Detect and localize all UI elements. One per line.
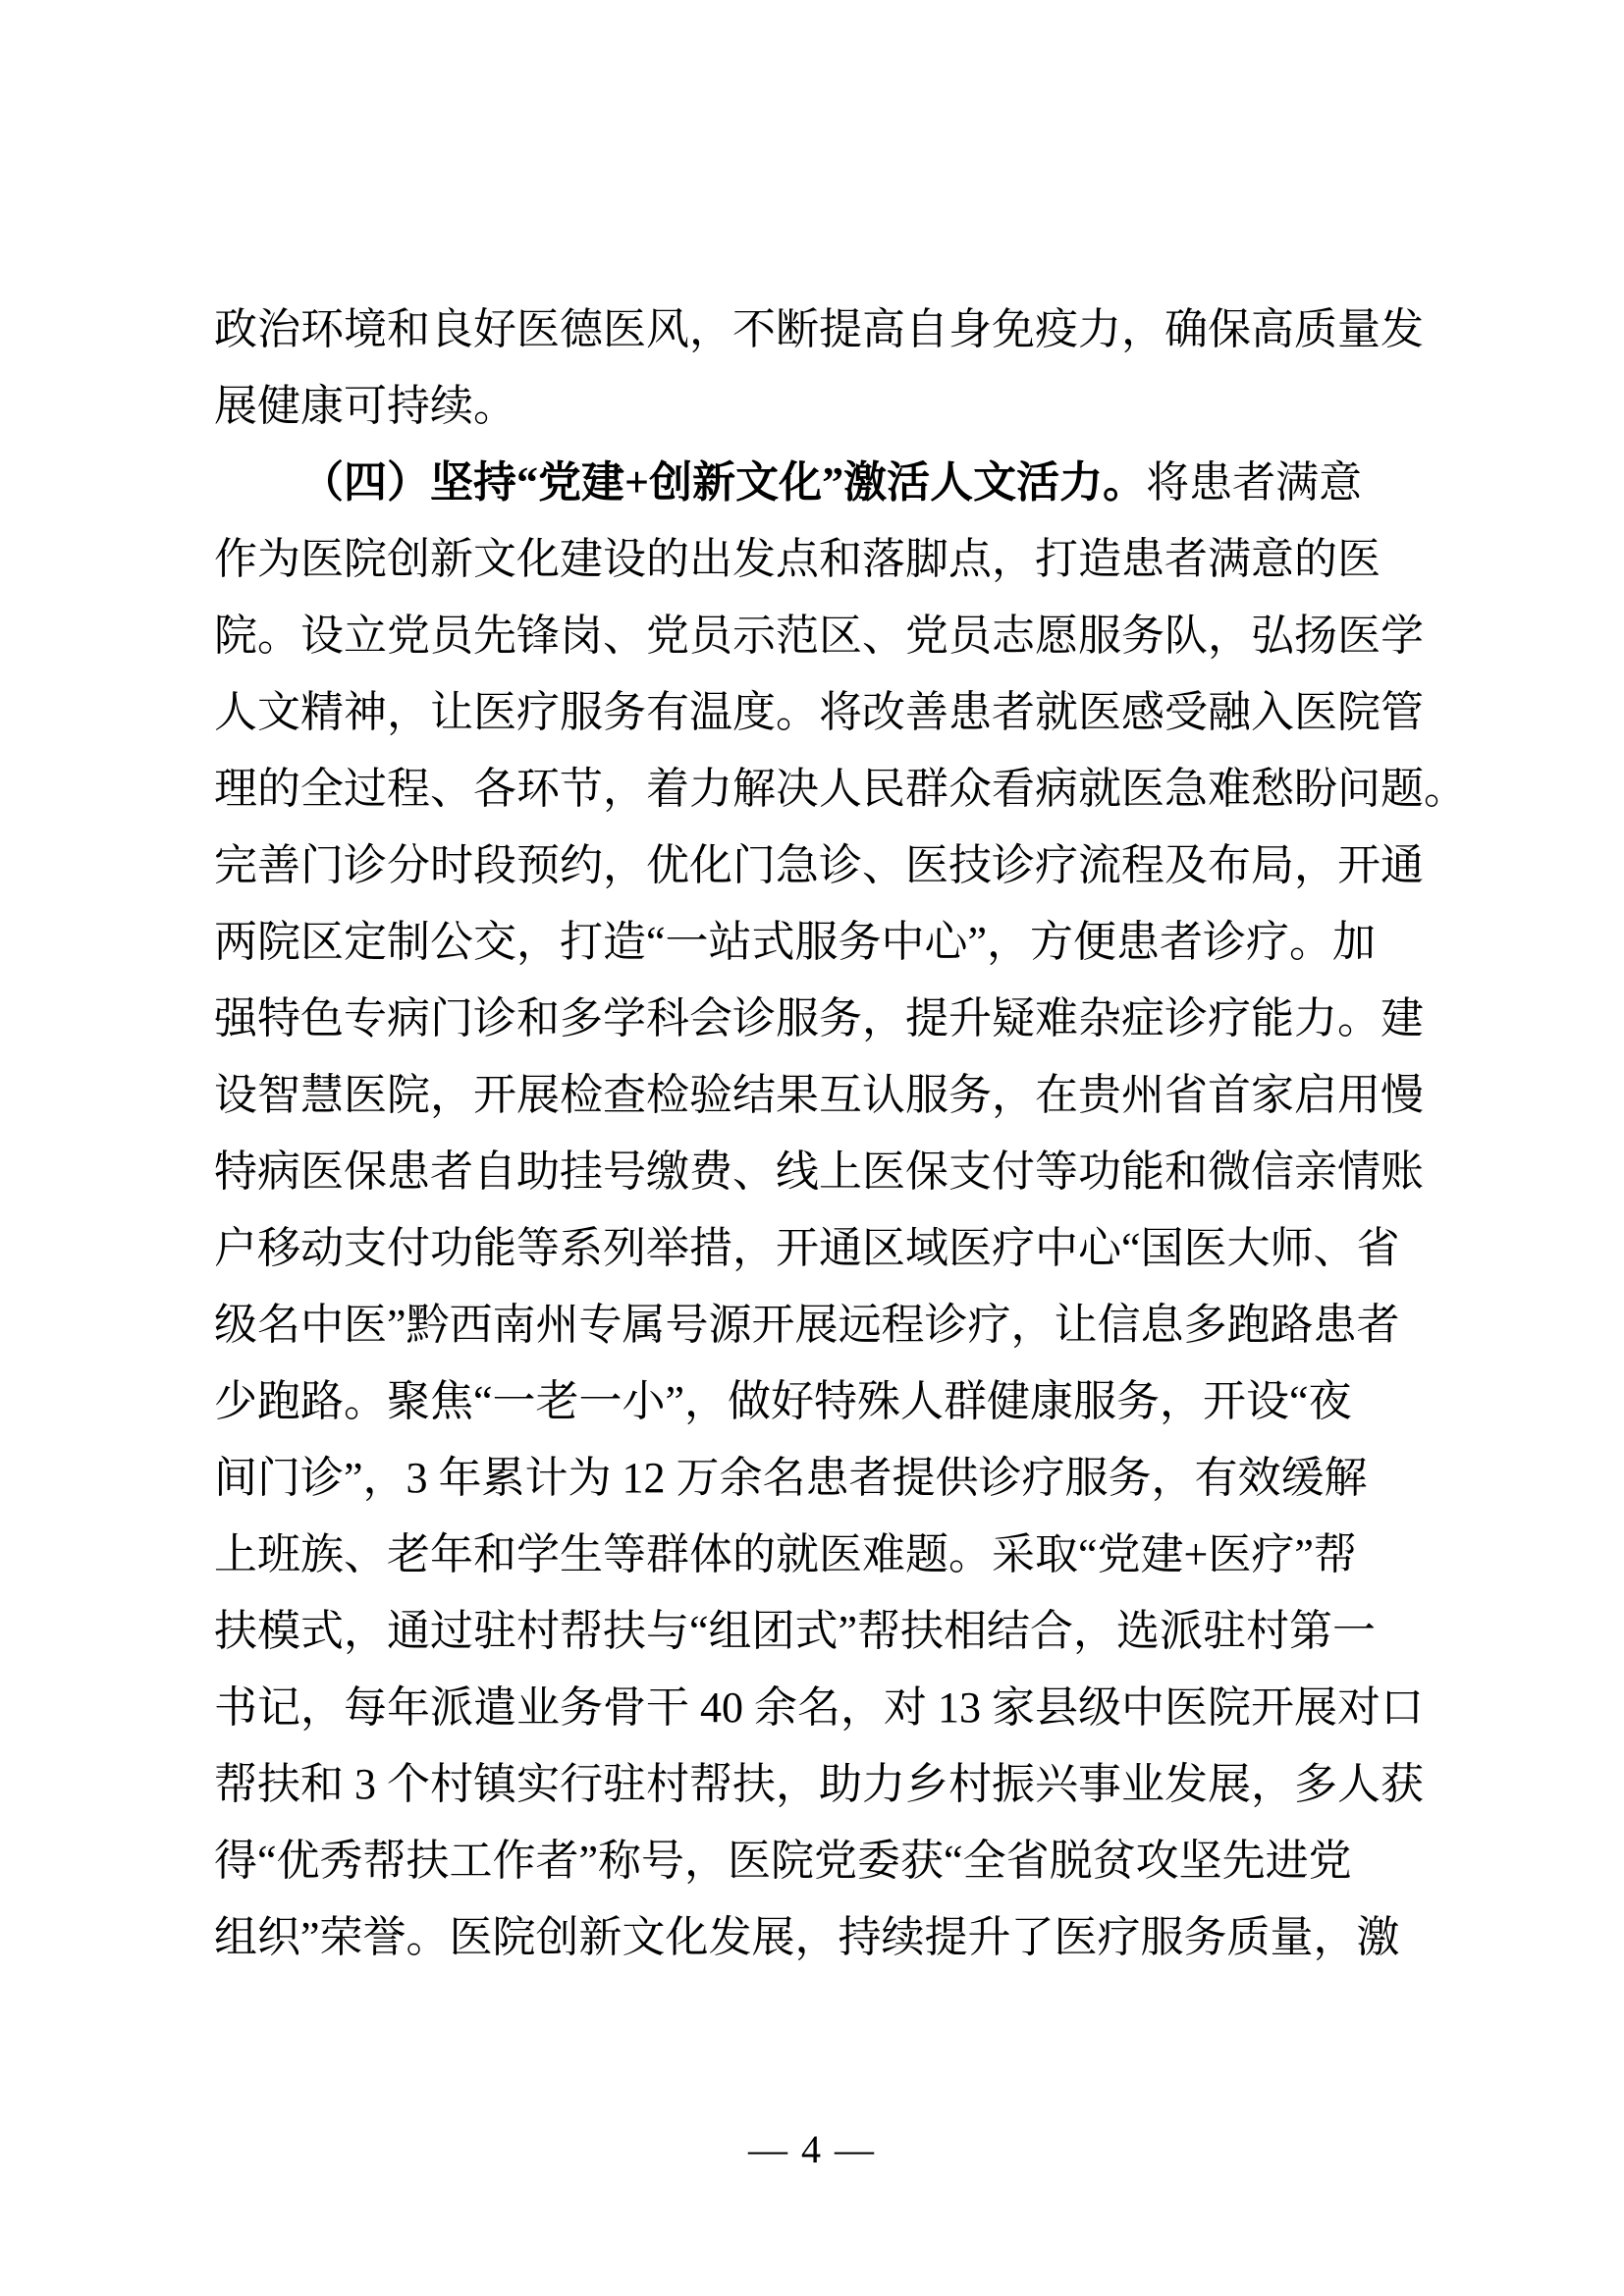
text-line: 两院区定制公交，打造“一站式服务中心”，方便患者诊疗。加 <box>214 918 1377 966</box>
text-line: 展健康可持续。 <box>214 382 516 430</box>
text-line: 得“优秀帮扶工作者”称号，医院党委获“全省脱贫攻坚先进党 <box>214 1837 1352 1885</box>
text-line: 书记，每年派遣业务骨干 40 余名，对 13 家县级中医院开展对口 <box>214 1683 1424 1732</box>
text-line: 作为医院创新文化建设的出发点和落脚点，打造患者满意的医 <box>214 535 1380 583</box>
paragraph-continuation <box>214 292 1424 445</box>
text-line: 组织”荣誉。医院创新文化发展，持续提升了医疗服务质量，激 <box>214 1913 1400 1961</box>
text-line: 强特色专病门诊和多学科会诊服务，提升疑难杂症诊疗能力。建 <box>214 994 1424 1042</box>
text-line: 院。设立党员先锋岗、党员示范区、党员志愿服务队，弘扬医学 <box>214 612 1424 660</box>
text-line: 上班族、老年和学生等群体的就医难题。采取“党建+医疗”帮 <box>214 1530 1357 1578</box>
text-line: 特病医保患者自助挂号缴费、线上医保支付等功能和微信亲情账 <box>214 1148 1424 1196</box>
section-heading-rest: 将患者满意 <box>1146 458 1363 507</box>
text-line: 政治环境和良好医德医风，不断提高自身免疫力，确保高质量发 <box>214 305 1424 353</box>
text-line: 帮扶和 3 个村镇实行驻村帮扶，助力乡村振兴事业发展，多人获 <box>214 1760 1424 1808</box>
text-line: 扶模式，通过驻村帮扶与“组团式”帮扶相结合，选派驻村第一 <box>214 1607 1377 1655</box>
text-line: 理的全过程、各环节，着力解决人民群众看病就医急难愁盼问题。 <box>214 765 1467 813</box>
body-text <box>214 292 1467 1976</box>
text-line: 完善门诊分时段预约，优化门急诊、医技诊疗流程及布局，开通 <box>214 841 1424 889</box>
text-line: 设智慧医院，开展检查检验结果互认服务，在贵州省首家启用慢 <box>214 1071 1424 1119</box>
text-line: 级名中医”黔西南州专属号源开展远程诊疗，让信息多跑路患者 <box>214 1301 1400 1349</box>
paragraph-section-4 <box>214 445 1467 1976</box>
text-line: 人文精神，让医疗服务有温度。将改善患者就医感受融入医院管 <box>214 688 1424 736</box>
text-line: 少跑路。聚焦“一老一小”，做好特殊人群健康服务，开设“夜 <box>214 1377 1352 1425</box>
page-number: — 4 — <box>748 2127 876 2171</box>
text-line: 户移动支付功能等系列举措，开通区域医疗中心“国医大师、省 <box>214 1224 1400 1272</box>
section-heading-line <box>214 445 1424 521</box>
text-line: 间门诊”，3 年累计为 12 万余名患者提供诊疗服务，有效缓解 <box>214 1454 1368 1502</box>
section-heading: （四）坚持“党建+创新文化”激活人文活力。 <box>300 458 1147 507</box>
